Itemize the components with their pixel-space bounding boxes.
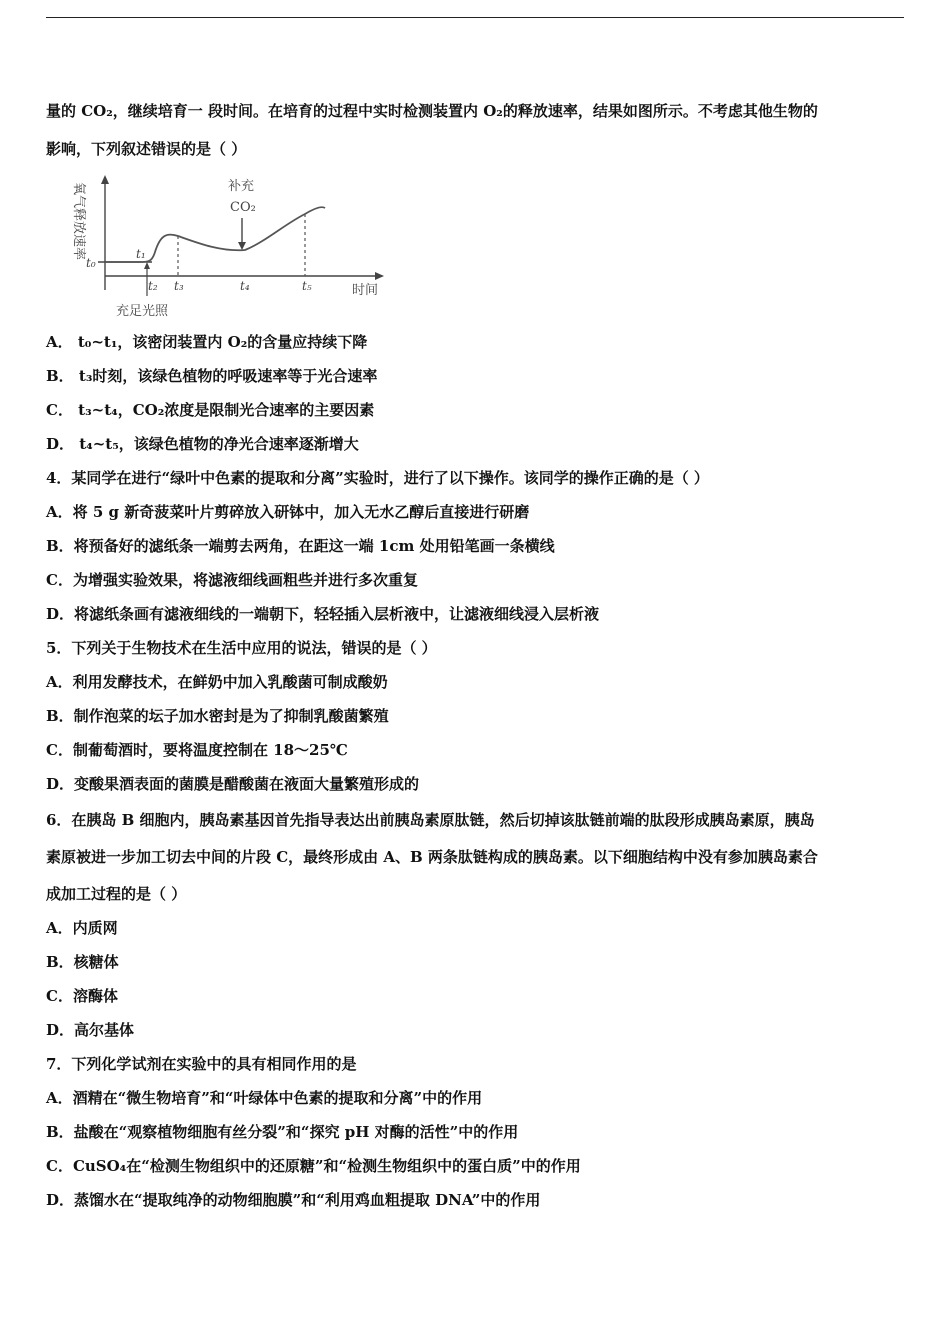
q4-stem: 4．某同学在进行“绿叶中色素的提取和分离”实验时，进行了以下操作。该同学的操作正确的是（ ） (46, 469, 709, 487)
annotation-co2: CO₂ (230, 200, 256, 215)
tick-t4: t₄ (240, 279, 250, 293)
question-3-stem-line-2: 影响，下列叙述错误的是（ ） (46, 140, 247, 158)
q7-option-a: A．酒精在“微生物培育”和“叶绿体中色素的提取和分离”中的作用 (46, 1089, 483, 1107)
q6-stem-line-1: 6．在胰岛 B 细胞内，胰岛素基因首先指导表达出前胰岛素原肽链，然后切掉该肽链前端的肽段形成胰岛素原，胰岛 (46, 811, 815, 829)
q6-option-c: C．溶酶体 (46, 987, 118, 1005)
tick-t3: t₃ (174, 279, 184, 293)
x-axis-arrow (375, 272, 384, 280)
q6-stem-line-2: 素原被进一步加工切去中间的片段 C，最终形成由 A、B 两条肽链构成的胰岛素。以下细胞结构中没有参加胰岛素合 (46, 848, 818, 866)
light-arrow-head (144, 262, 150, 269)
q7-option-b: B．盐酸在“观察植物细胞有丝分裂”和“探究 pH 对酶的活性”中的作用 (46, 1123, 519, 1141)
q6-option-a: A．内质网 (46, 919, 118, 937)
q6-option-b: B．核糖体 (46, 953, 119, 971)
question-3-stem-line-1: 量的 CO₂，继续培育一 段时间。在培育的过程中实时检测装置内 O₂的释放速率，结果如图所示。不考虑其他生物的 (46, 102, 818, 120)
q3-option-a: A． t₀~t₁，该密闭装置内 O₂的含量应持续下降 (46, 333, 368, 351)
q3-option-d: D． t₄~t₅，该绿色植物的净光合速率逐渐增大 (46, 435, 359, 453)
q5-stem: 5．下列关于生物技术在生活中应用的说法，错误的是（ ） (46, 639, 437, 657)
q5-option-a: A．利用发酵技术，在鲜奶中加入乳酸菌可制成酸奶 (46, 673, 388, 691)
q5-option-b: B．制作泡菜的坛子加水密封是为了抑制乳酸菌繁殖 (46, 707, 389, 725)
tick-t5: t₅ (302, 279, 312, 293)
q4-option-b: B．将预备好的滤纸条一端剪去两角，在距这一端 1cm 处用铅笔画一条横线 (46, 537, 555, 555)
y-axis-arrow (101, 175, 109, 184)
annotation-sufficient-light: 充足光照 (116, 304, 169, 319)
header-rule (46, 17, 904, 18)
q5-option-d: D．变酸果酒表面的菌膜是醋酸菌在液面大量繁殖形成的 (46, 775, 420, 793)
q3-option-c: C． t₃~t₄，CO₂浓度是限制光合速率的主要因素 (46, 401, 375, 419)
q4-option-d: D．将滤纸条画有滤液细线的一端朝下，轻轻插入层析液中，让滤液细线浸入层析液 (46, 605, 600, 623)
tick-t1: t₁ (136, 247, 146, 261)
q4-option-a: A．将 5 g 新奇菠菜叶片剪碎放入研钵中，加入无水乙醇后直接进行研磨 (46, 503, 530, 521)
q6-stem-line-3: 成加工过程的是（ ） (46, 885, 187, 903)
tick-t2: t₂ (148, 279, 158, 293)
q7-stem: 7．下列化学试剂在实验中的具有相同作用的是 (46, 1055, 357, 1073)
q6-option-d: D．高尔基体 (46, 1021, 135, 1039)
origin-label: t₀ (86, 256, 96, 270)
q7-option-d: D．蒸馏水在“提取纯净的动物细胞膜”和“利用鸡血粗提取 DNA”中的作用 (46, 1191, 541, 1209)
x-axis-label: 时间 (352, 283, 379, 298)
q5-option-c: C．制葡萄酒时，要将温度控制在 18～25℃ (46, 741, 348, 759)
q3-option-b: B． t₃时刻，该绿色植物的呼吸速率等于光合速率 (46, 367, 378, 385)
q4-option-c: C．为增强实验效果，将滤液细线画粗些并进行多次重复 (46, 571, 418, 589)
co2-arrow-head (238, 242, 246, 250)
annotation-supplement: 补充 (228, 179, 255, 194)
q7-option-c: C．CuSO₄在“检测生物组织中的还原糖”和“检测生物组织中的蛋白质”中的作用 (46, 1157, 581, 1175)
oxygen-release-rate-graph (60, 172, 390, 322)
y-axis-label: 氧气释放速率 (71, 182, 86, 261)
